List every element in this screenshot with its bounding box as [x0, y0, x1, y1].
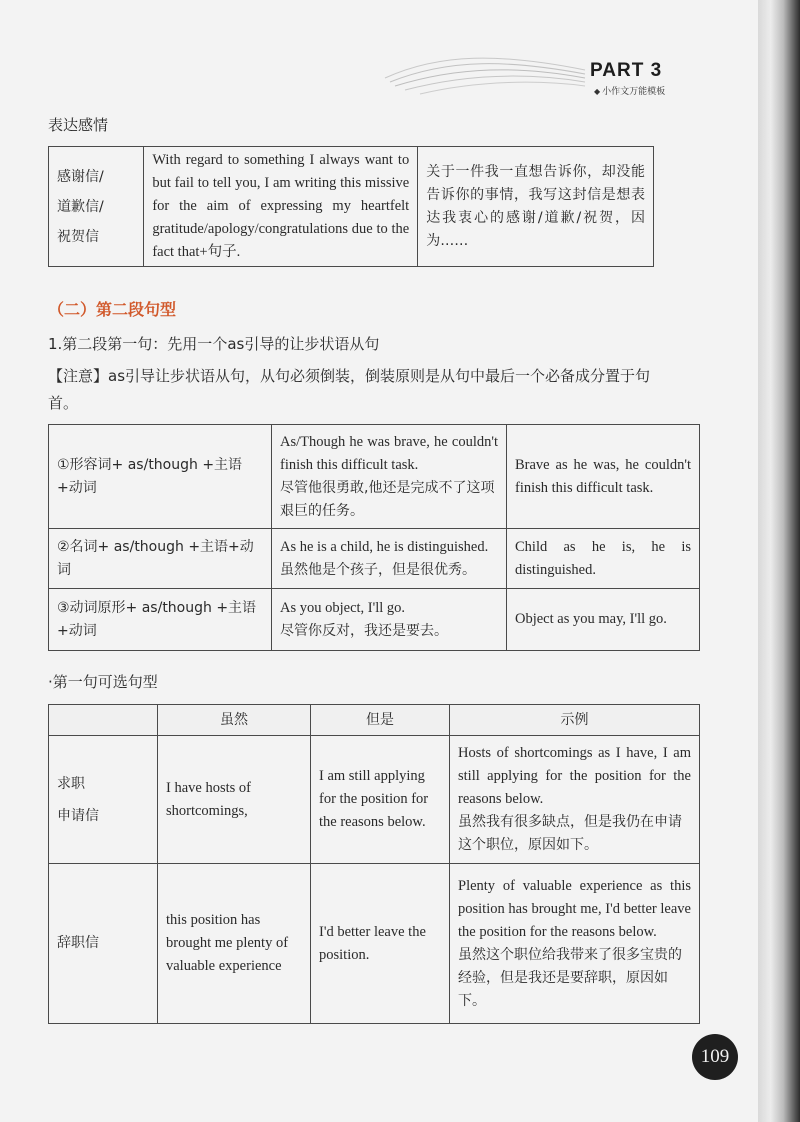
example-chinese: 虽然他是个孩子，但是很优秀。 — [280, 561, 476, 578]
example-english: As/Though he was brave, he couldn't finish this difficult task. — [280, 433, 498, 473]
example-english: As you object, I'll go. — [280, 599, 406, 616]
rule-cell: ①形容词+ as/though +主语+动词 — [49, 425, 272, 529]
but-cell: I am still applying for the position for the reasons below. — [311, 736, 450, 864]
table-row — [49, 864, 700, 1024]
although-cell: this position has brought me plenty of valuable experience — [158, 864, 311, 1024]
example-chinese: 尽管他很勇敢,他还是完成不了这项艰巨的任务。 — [280, 479, 495, 519]
optional-patterns-heading: ·第一句可选句型 — [48, 673, 158, 691]
table-row — [49, 529, 700, 589]
header-cell: 虽然 — [158, 705, 311, 736]
section-heading-express-feelings: 表达感情 — [48, 116, 109, 134]
english-template-cell: With regard to something I always want to but fail to tell you, I am writing this missive for the aim of expressing my heartfelt gratitude/apology/congratulations due to the fact that+句子. — [144, 147, 418, 267]
example-chinese: 虽然这个职位给我带来了很多宝贵的经验，但是我还是要辞职，原因如下。 — [458, 946, 682, 1009]
example-chinese: 虽然我有很多缺点，但是我仍在申请这个职位，原因如下。 — [458, 814, 682, 853]
category-line: 道歉信/ — [57, 198, 104, 215]
although-cell: I have hosts of shortcomings, — [158, 736, 311, 864]
result-cell: Child as he is, he is distinguished. — [507, 529, 700, 589]
example-chinese: 尽管你反对，我还是要去。 — [280, 622, 448, 639]
header-cell: 但是 — [311, 705, 450, 736]
header-cell — [49, 705, 158, 736]
feelings-table — [48, 146, 654, 267]
inversion-table — [48, 424, 700, 651]
chinese-translation-cell: 关于一件我一直想告诉你，却没能告诉你的事情，我写这封信是想表达我衷心的感谢/道歉/祝贺，因为…… — [418, 147, 654, 267]
page-number: 109 — [692, 1034, 738, 1080]
example-english: As he is a child, he is distinguished. — [280, 538, 489, 555]
diamond-icon: ◆ — [594, 87, 601, 96]
example-english: Plenty of valuable experience as this position has brought me, I'd better leave the position for the reasons below. — [458, 877, 691, 940]
optional-patterns-table — [48, 704, 700, 1024]
category-line: 申请信 — [57, 807, 99, 824]
header-swoosh-decoration — [380, 48, 590, 108]
example-cell — [272, 425, 507, 529]
rule-cell: ②名词+ as/though +主语+动词 — [49, 529, 272, 589]
category-cell — [49, 736, 158, 864]
category-cell: 辞职信 — [49, 864, 158, 1024]
result-cell: Brave as he was, he couldn't finish this difficult task. — [507, 425, 700, 529]
paragraph-first-sentence: 1.第二段第一句：先用一个as引导的让步状语从句 — [48, 335, 380, 353]
header-cell: 示例 — [450, 705, 700, 736]
example-cell — [272, 529, 507, 589]
but-cell: I'd better leave the position. — [311, 864, 450, 1024]
book-page-edge — [758, 0, 800, 1122]
part-subtitle-text: 小作文万能模板 — [602, 87, 666, 97]
table-row — [49, 425, 700, 529]
rule-cell: ③动词原形+ as/though +主语+动词 — [49, 589, 272, 651]
table-row — [49, 147, 654, 267]
table-row — [49, 736, 700, 864]
example-cell — [272, 589, 507, 651]
category-line: 祝贺信 — [57, 228, 99, 245]
category-cell — [49, 147, 144, 267]
part-subtitle — [594, 84, 665, 97]
note-paragraph: 【注意】as引导让步状语从句，从句必须倒装，倒装原则是从句中最后一个必备成分置于句首。 — [48, 367, 651, 412]
section-title-paragraph-two: （二）第二段句型 — [48, 300, 177, 319]
example-cell — [450, 736, 700, 864]
table-row — [49, 589, 700, 651]
example-cell — [450, 864, 700, 1024]
category-line: 感谢信/ — [57, 168, 104, 185]
part-label: PART 3 — [590, 60, 663, 81]
result-cell: Object as you may, I'll go. — [507, 589, 700, 651]
example-english: Hosts of shortcomings as I have, I am still applying for the position for the reasons below. — [458, 745, 691, 807]
category-line: 求职 — [57, 775, 85, 792]
table-header-row — [49, 705, 700, 736]
